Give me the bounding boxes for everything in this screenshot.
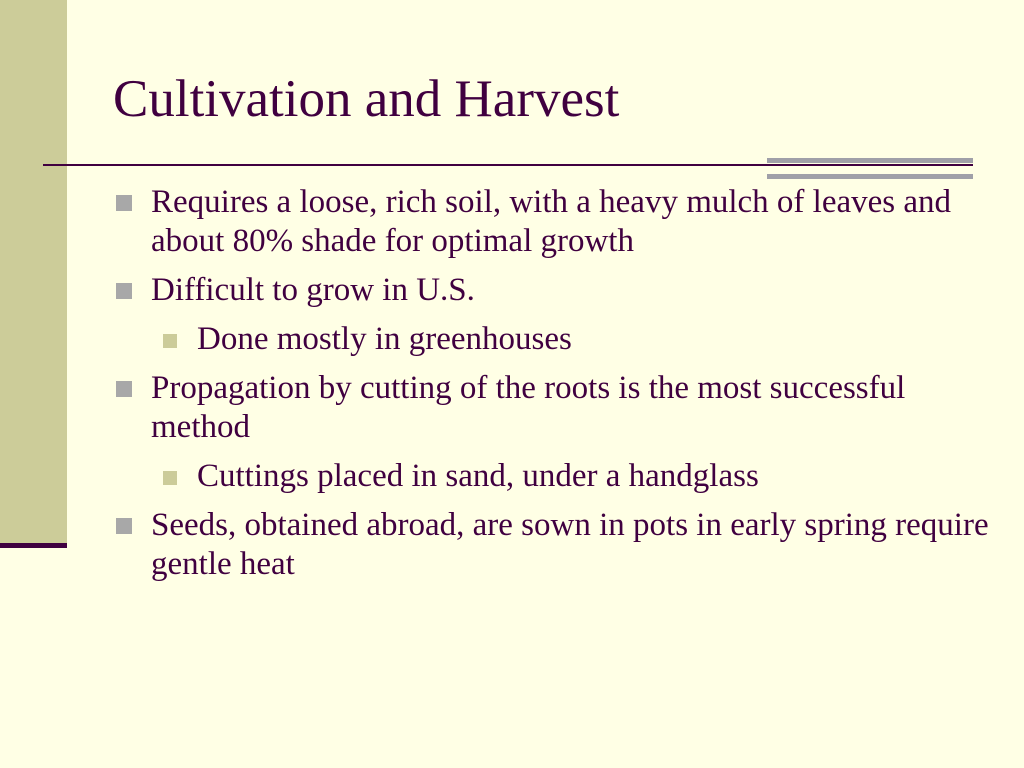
side-decorative-band — [0, 0, 67, 545]
accent-bar-top — [767, 158, 973, 163]
bullet-list — [113, 183, 993, 594]
bullet-text: Seeds, obtained abroad, are sown in pots in early spring require gentle heat — [151, 507, 989, 582]
square-bullet-icon — [116, 195, 132, 211]
bullet-item-soil — [113, 183, 993, 261]
accent-bar-bottom — [767, 174, 973, 179]
square-bullet-icon — [163, 334, 177, 348]
bullet-item-difficult — [113, 271, 993, 310]
bullet-item-seeds — [113, 506, 993, 584]
slide-title: Cultivation and Harvest — [113, 70, 620, 128]
side-decorative-rule — [0, 543, 67, 548]
sub-bullet-item-cuttings — [160, 457, 993, 496]
bullet-text: Difficult to grow in U.S. — [151, 272, 475, 308]
square-bullet-icon — [116, 283, 132, 299]
bullet-text: Requires a loose, rich soil, with a heavy mulch of leaves and about 80% shade for optimal growth — [151, 184, 952, 259]
title-underline-rule — [43, 164, 973, 166]
square-bullet-icon — [116, 518, 132, 534]
bullet-text: Done mostly in greenhouses — [197, 321, 572, 357]
bullet-text: Cuttings placed in sand, under a handglass — [197, 458, 759, 494]
sub-bullet-item-greenhouses — [160, 320, 993, 359]
square-bullet-icon — [116, 381, 132, 397]
square-bullet-icon — [163, 471, 177, 485]
bullet-item-propagation — [113, 369, 993, 447]
bullet-text: Propagation by cutting of the roots is the most successful method — [151, 370, 906, 445]
